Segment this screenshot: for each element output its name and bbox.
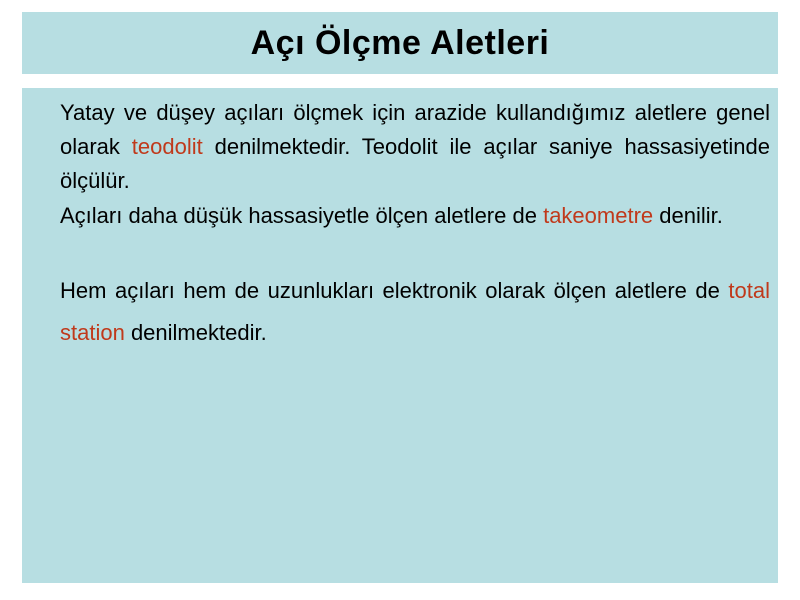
paragraph-total-station	[60, 270, 770, 354]
slide-title-banner	[22, 12, 778, 74]
slide-title: Açı Ölçme Aletleri	[250, 23, 550, 62]
paragraph-text-before: Yatay ve düşey açıları ölçmek için arazide kullandığımız aletlere genel olarak	[60, 100, 770, 159]
highlight-term-takeometre: takeometre	[543, 203, 654, 228]
paragraph-text-after: denilmektedir. Teodolit ile açılar saniye hassasiyetinde ölçülür.	[60, 134, 770, 193]
paragraph-takeometre	[60, 200, 770, 232]
paragraph-text-after: denilmektedir.	[124, 320, 267, 345]
paragraph-text-after: denilir.	[653, 203, 723, 228]
highlight-term-total-station: total station	[60, 278, 770, 345]
paragraph-teodolit	[60, 96, 770, 198]
paragraph-text-before: Hem açıları hem de uzunlukları elektronik olarak ölçen aletlere de	[60, 278, 729, 303]
paragraph-text-before: Açıları daha düşük hassasiyetle ölçen aletlere de	[60, 203, 544, 228]
slide-content-panel	[22, 88, 778, 583]
highlight-term-teodolit: teodolit	[131, 134, 203, 159]
